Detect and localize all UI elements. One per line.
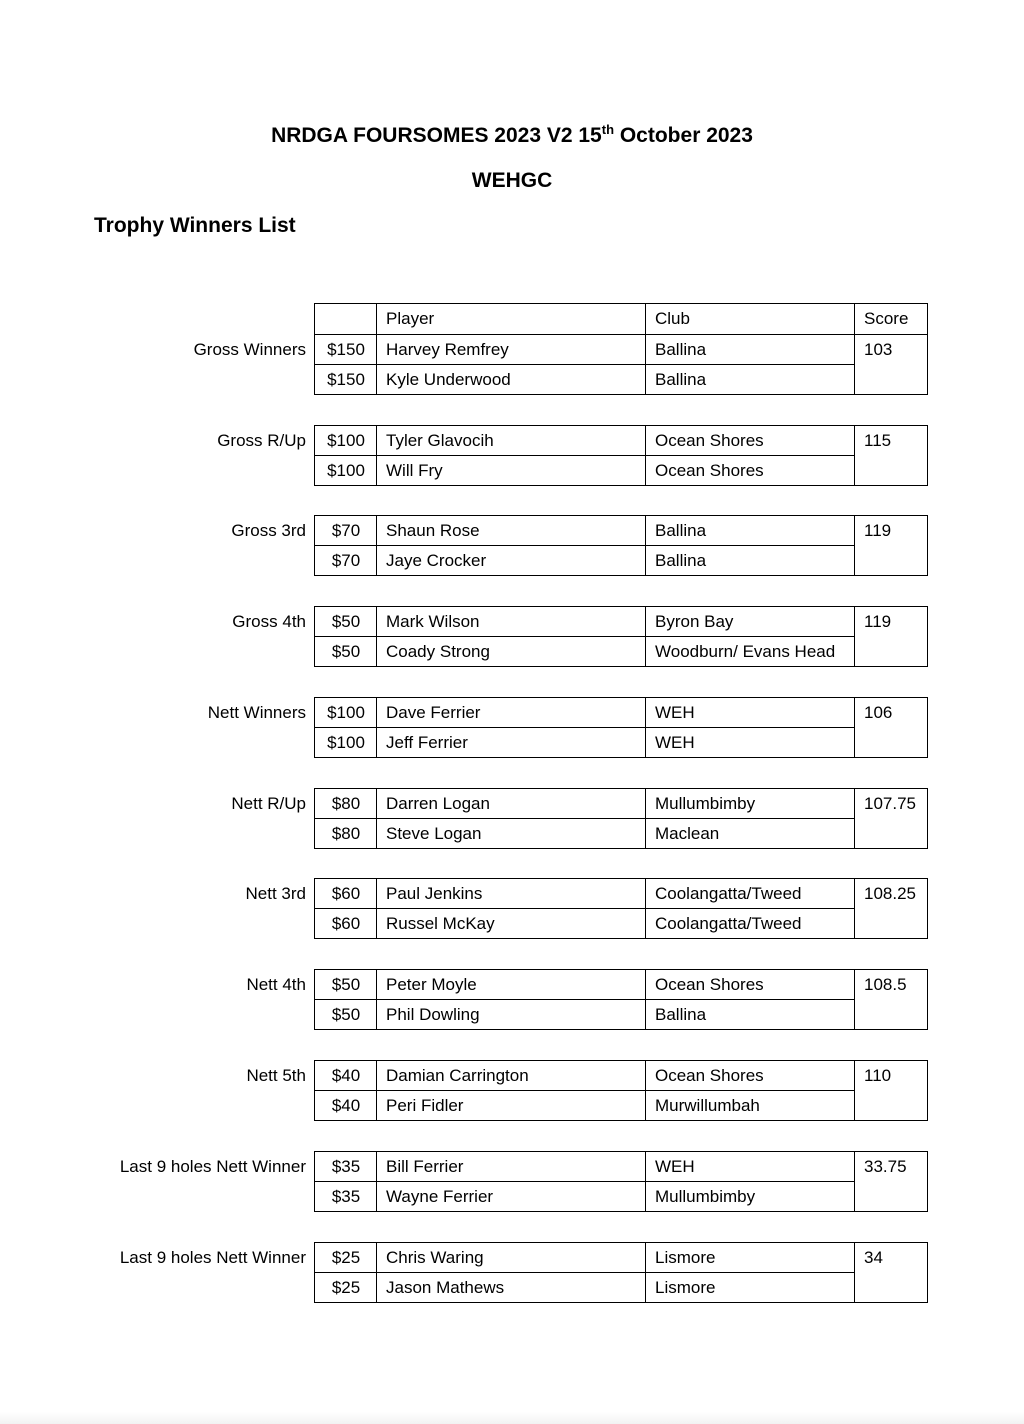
category-label: Nett Winners (207, 703, 306, 722)
team-score: 33.75 (854, 1151, 928, 1212)
prize-amount: $80 (314, 788, 377, 818)
page-edge-shade (0, 1412, 1024, 1424)
club-name: Maclean (645, 818, 855, 849)
prize-amount: $50 (314, 969, 377, 999)
category-label: Gross 3rd (231, 521, 306, 540)
club-name: Ocean Shores (645, 969, 855, 999)
player-name: Russel McKay (376, 908, 646, 939)
player-name: Bill Ferrier (376, 1151, 646, 1181)
prize-amount: $60 (314, 908, 377, 939)
title-end: October 2023 (614, 124, 753, 147)
club-name: Lismore (645, 1272, 855, 1303)
team-score: 115 (854, 425, 928, 486)
club-name: WEH (645, 727, 855, 758)
player-name: Paul Jenkins (376, 878, 646, 908)
table-header (0, 303, 1024, 333)
team-score: 108.5 (854, 969, 928, 1030)
prize-amount: $35 (314, 1151, 377, 1181)
winner-group (0, 969, 1024, 1030)
club-name: Byron Bay (645, 606, 855, 636)
club-name: WEH (645, 697, 855, 727)
winner-group (0, 697, 1024, 758)
player-name: Peter Moyle (376, 969, 646, 999)
club-name: Mullumbimby (645, 1181, 855, 1212)
club-name: Ballina (645, 334, 855, 364)
prize-amount: $50 (314, 606, 377, 636)
team-score: 106 (854, 697, 928, 758)
category-label: Nett 3rd (245, 884, 306, 903)
title-superscript: th (601, 122, 615, 137)
club-name: Ocean Shores (645, 425, 855, 455)
player-name: Steve Logan (376, 818, 646, 849)
player-name: Kyle Underwood (376, 364, 646, 395)
club-name: Woodburn/ Evans Head (645, 636, 855, 667)
club-name: Ocean Shores (645, 455, 855, 486)
team-score: 119 (854, 606, 928, 667)
winner-group (0, 1060, 1024, 1121)
player-name: Peri Fidler (376, 1090, 646, 1121)
prize-amount: $25 (314, 1242, 377, 1272)
player-name: Jason Mathews (376, 1272, 646, 1303)
category-label: Nett 4th (246, 975, 306, 994)
team-score: 108.25 (854, 878, 928, 939)
winner-group (0, 1242, 1024, 1303)
page-subtitle: WEHGC (471, 169, 553, 192)
club-name: Ballina (645, 545, 855, 576)
prize-amount: $50 (314, 636, 377, 667)
player-name: Wayne Ferrier (376, 1181, 646, 1212)
team-score: 110 (854, 1060, 928, 1121)
category-label: Gross Winners (193, 340, 306, 359)
team-score: 34 (854, 1242, 928, 1303)
winner-group (0, 878, 1024, 939)
player-name: Damian Carrington (376, 1060, 646, 1090)
club-name: Coolangatta/Tweed (645, 878, 855, 908)
team-score: 107.75 (854, 788, 928, 849)
title-main: NRDGA FOURSOMES 2023 V2 15 (271, 124, 602, 147)
player-name: Phil Dowling (376, 999, 646, 1030)
winner-group (0, 334, 1024, 395)
player-name: Mark Wilson (376, 606, 646, 636)
club-name: Ballina (645, 364, 855, 395)
category-label: Nett 5th (246, 1066, 306, 1085)
prize-amount: $100 (314, 727, 377, 758)
player-name: Darren Logan (376, 788, 646, 818)
prize-amount: $40 (314, 1090, 377, 1121)
page-title (0, 122, 1024, 148)
section-heading: Trophy Winners List (94, 214, 296, 237)
team-score: 119 (854, 515, 928, 576)
prize-amount: $150 (314, 334, 377, 364)
prize-amount: $35 (314, 1181, 377, 1212)
club-name: Coolangatta/Tweed (645, 908, 855, 939)
header-club: Club (645, 303, 855, 334)
club-name: Ballina (645, 515, 855, 545)
prize-amount: $100 (314, 697, 377, 727)
winner-group (0, 425, 1024, 486)
prize-amount: $100 (314, 455, 377, 486)
category-label: Gross 4th (232, 612, 306, 631)
winner-group (0, 788, 1024, 849)
club-name: Lismore (645, 1242, 855, 1272)
prize-amount: $25 (314, 1272, 377, 1303)
player-name: Tyler Glavocih (376, 425, 646, 455)
header-player: Player (376, 303, 646, 334)
club-name: Ocean Shores (645, 1060, 855, 1090)
player-name: Chris Waring (376, 1242, 646, 1272)
player-name: Jaye Crocker (376, 545, 646, 576)
header-amount (314, 303, 377, 334)
club-name: Ballina (645, 999, 855, 1030)
player-name: Shaun Rose (376, 515, 646, 545)
prize-amount: $70 (314, 515, 377, 545)
club-name: Mullumbimby (645, 788, 855, 818)
prize-amount: $70 (314, 545, 377, 576)
player-name: Will Fry (376, 455, 646, 486)
category-label: Gross R/Up (217, 431, 306, 450)
category-label: Last 9 holes Nett Winner (119, 1157, 306, 1176)
winner-group (0, 606, 1024, 667)
player-name: Coady Strong (376, 636, 646, 667)
club-name: Murwillumbah (645, 1090, 855, 1121)
prize-amount: $50 (314, 999, 377, 1030)
category-label: Nett R/Up (231, 794, 306, 813)
player-name: Dave Ferrier (376, 697, 646, 727)
team-score: 103 (854, 334, 928, 395)
winner-group (0, 515, 1024, 576)
winner-group (0, 1151, 1024, 1212)
category-label: Last 9 holes Nett Winner (119, 1248, 306, 1267)
prize-amount: $100 (314, 425, 377, 455)
prize-amount: $40 (314, 1060, 377, 1090)
prize-amount: $80 (314, 818, 377, 849)
header-score: Score (854, 303, 928, 334)
player-name: Jeff Ferrier (376, 727, 646, 758)
player-name: Harvey Remfrey (376, 334, 646, 364)
prize-amount: $150 (314, 364, 377, 395)
prize-amount: $60 (314, 878, 377, 908)
club-name: WEH (645, 1151, 855, 1181)
